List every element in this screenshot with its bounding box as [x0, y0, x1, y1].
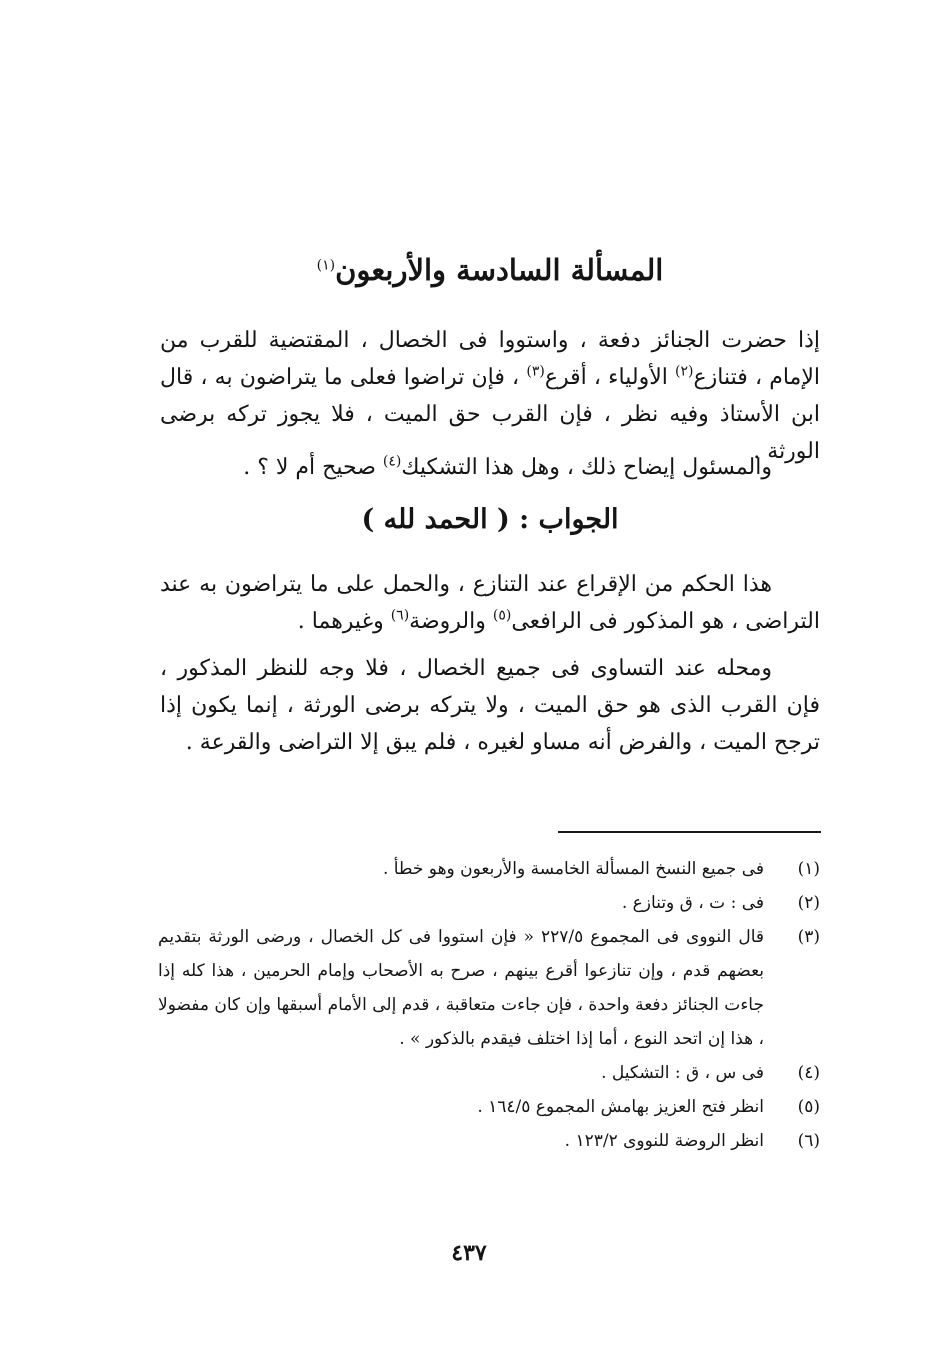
footnote-marker: (٣)	[526, 363, 545, 380]
question-paragraph-1	[160, 322, 820, 470]
text-run: والروضة	[409, 609, 493, 634]
footnote-separator	[558, 831, 821, 833]
answer-heading: الجواب : ( الحمد لله )	[361, 504, 619, 535]
footnote-text: فى س ، ق : التشكيل .	[601, 1063, 764, 1083]
footnote-marker: (٦)	[390, 607, 410, 624]
question-paragraph-2	[160, 449, 820, 486]
footnote-number: (٥)	[797, 1097, 820, 1117]
section-title	[160, 250, 820, 290]
footnote-text: فى جميع النسخ المسألة الخامسة والأربعون وهو خطأ .	[382, 859, 764, 879]
footnote-marker: (٥)	[492, 607, 512, 624]
footnote-text: انظر الروضة للنووى ١٢٣/٢ .	[564, 1131, 764, 1151]
footnote-number: (٦)	[797, 1131, 820, 1151]
footnote-text: انظر فتح العزيز بهامش المجموع ١٦٤/٥ .	[477, 1097, 764, 1117]
text-run: ، فإن تراضوا فعلى ما يتراضون به ، قال ابن الأستاذ وفيه نظر ، فإن القرب حق الميت ، فلا يجوز تركه برضى الورثة .	[160, 365, 820, 464]
text-run: إذا حضرت الجنائز دفعة ، واستووا فى الخصال ، المقتضية للقرب من الإمام ، فتنازع	[160, 328, 820, 390]
footnote-number: (٢)	[797, 893, 820, 913]
footnote-2	[158, 886, 820, 920]
text-run: الأولياء ، أقرع	[544, 365, 676, 390]
answer-paragraph-1	[160, 566, 820, 640]
footnote-number: (٣)	[797, 927, 820, 947]
footnote-marker: (٤)	[382, 453, 402, 470]
answer-paragraph-2: ومحله عند التساوى فى جميع الخصال ، فلا وجه للنظر المذكور ، فإن القرب الذى هو حق الميت ، ولا يتركه برضى الورثة ، إنما يكون إذا ترجح الميت ، والفرض أنه مساو لغيره ، فلم يبق إلا التراضى والقرعة .	[160, 656, 820, 755]
page-number: ٤٣٧	[451, 1240, 487, 1266]
footnote-3	[158, 920, 820, 1056]
footnote-number: (١)	[797, 859, 820, 879]
text-run: وغيرهما .	[297, 609, 391, 634]
footnote-text: قال النووى فى المجموع ٢٢٧/٥ « فإن استووا فى كل الخصال ، ورضى الورثة بتقديم بعضهم قدم ، وإن تنازعوا أقرع بينهم ، صرح به الأصحاب وإمام الحرمين ، هذا كله إذا جاءت الجنائز دفعة واحدة ، فإن جاءت متعاقبة ، قدم إلى الأمام أسبقها وإن كان مفضولا ، هذا إن اتحد النوع ، أما إذا اختلف فيقدم بالذكور » .	[158, 927, 765, 1049]
footnote-4	[158, 1056, 820, 1090]
text-run: صحيح أم لا ؟ .	[243, 455, 383, 480]
footnote-1	[158, 852, 820, 886]
text-run: هذا الحكم من الإقراع عند التنازع ، والحمل على ما يتراضون به عند التراضى ، هو المذكور فى الرافعى	[160, 572, 820, 634]
footnote-marker: (١)	[316, 257, 336, 274]
footnotes	[158, 852, 820, 1158]
footnote-number: (٤)	[797, 1063, 820, 1083]
footnote-6	[158, 1124, 820, 1158]
section-title-text: المسألة السادسة والأربعون	[335, 253, 664, 287]
footnote-5	[158, 1090, 820, 1124]
footnote-text: فى : ت ، ق وتنازع .	[621, 893, 764, 913]
text-run: والمسئول إيضاح ذلك ، وهل هذا التشكيك	[401, 455, 772, 480]
footnote-marker: (٢)	[675, 363, 694, 380]
